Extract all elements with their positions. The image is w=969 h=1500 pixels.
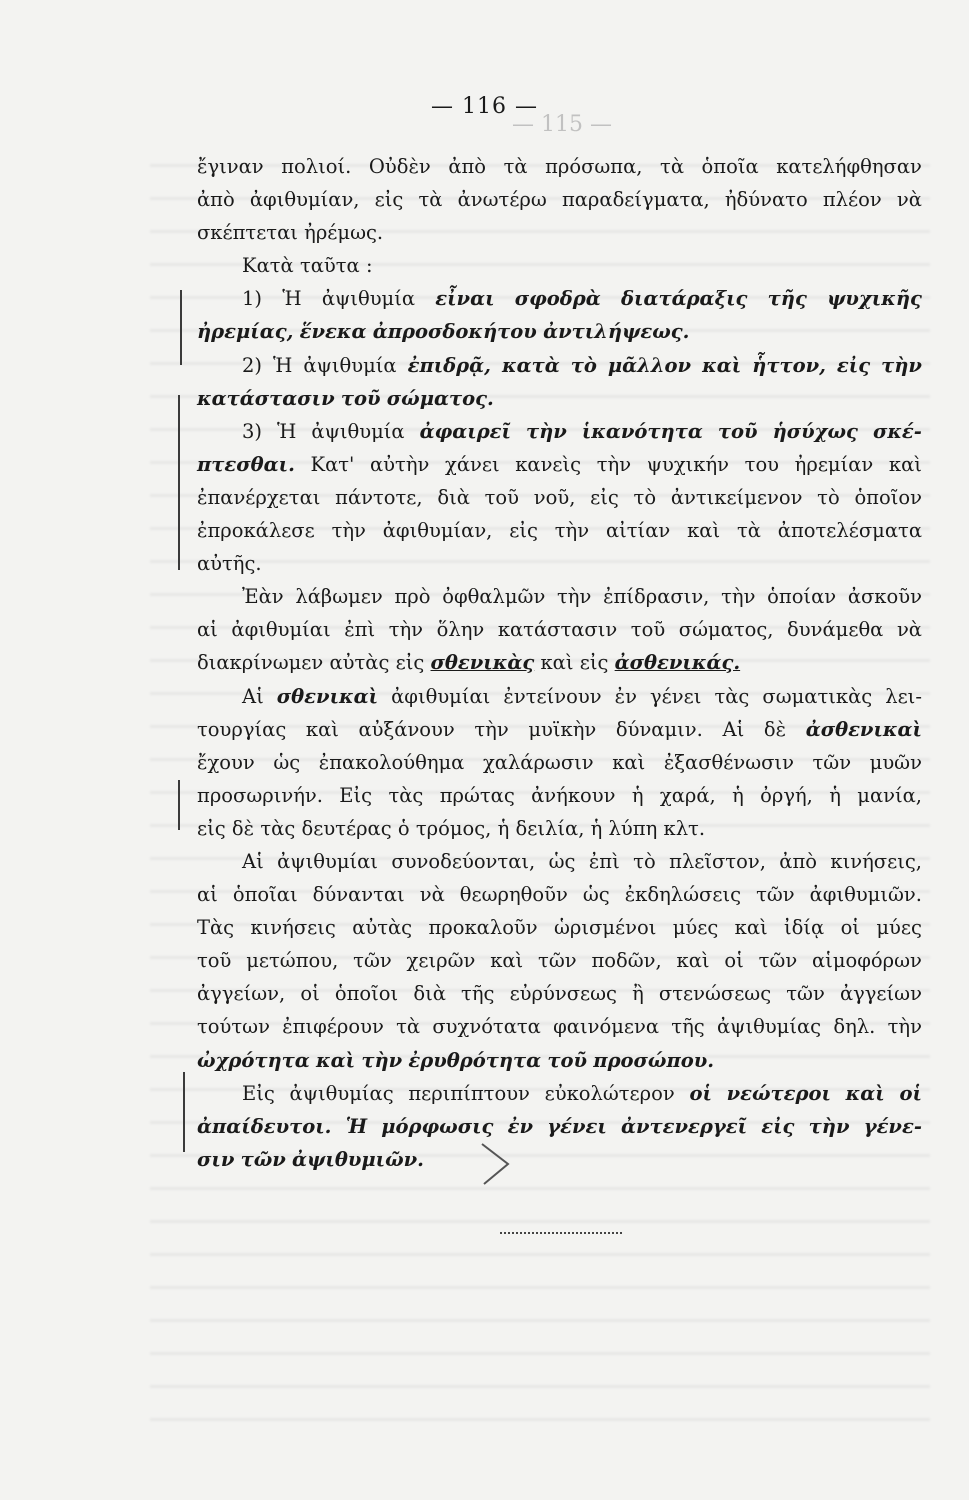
text-line [197,1143,922,1176]
margin-bracket-mark [178,395,180,570]
text-word: κατάστασιν [497,618,618,642]
text-word: ἐκδηλώσεις [624,883,742,907]
text-word: Κατ' [310,452,355,476]
text-word: κινήσεις [250,916,336,940]
text-word: συνοδεύονται, [391,849,536,873]
text-word: ἕνεκα [299,320,367,344]
text-word: ἀπὸ [448,155,487,178]
text-word: Αἱ [722,717,745,741]
text-word: : [365,254,373,278]
text-line [197,481,922,514]
text-word: κινήσεις, [830,849,922,873]
text-word: ἔχουν [197,750,255,774]
text-word: ἧττον, [752,353,826,377]
text-word: ἀνήκουν [531,783,616,807]
text-word: πρώτας [439,783,515,807]
text-line [197,977,922,1010]
text-word: γένει [547,1114,607,1138]
text-word: σκέ- [872,419,922,443]
text-word: τῆς [767,287,807,311]
text-line [197,150,922,183]
text-word: ἠρεμίαν [794,452,874,476]
text-word: θεωρηθοῦν [459,883,568,907]
text-word: καὶ [612,750,646,774]
text-word: οἱ [899,1081,922,1105]
text-word: τὸ [633,849,656,873]
text-word: φαινόμενα [553,1015,660,1039]
text-word: ἢ [632,982,644,1006]
body-text [197,150,922,1176]
text-word: 1) [242,287,263,311]
text-word: ταῦτα [299,254,360,278]
text-word: ὁποῖοι [334,982,399,1006]
text-word: δευτέρας [301,816,392,840]
text-word: ἀνωτέρω [457,188,547,212]
text-word: σθενικὰς [430,651,535,675]
text-word: ἡ [829,783,841,807]
text-word: χαρά, [659,783,716,807]
text-line [197,646,922,679]
text-word: ἐπανέρχεται [197,485,321,509]
text-word: μύες [876,916,922,940]
text-word: Εἰς [242,1081,275,1105]
text-word: τὴν [474,717,509,741]
text-word: καὶ [734,916,768,940]
text-word: καὶ [888,452,922,476]
text-word: ἀγγείων [839,982,922,1006]
text-word: διὰ [437,485,470,509]
text-word: ἀντενεργεῖ [621,1114,748,1138]
text-word: ἡ [631,783,644,807]
text-word: εἶναι [435,287,495,311]
text-word: εὐρύνσεως [509,982,617,1006]
text-word: τῶν [240,1147,286,1171]
text-word: τῶν [538,949,577,973]
text-word: ἀφιθυμίαι [231,618,331,642]
text-word: ἀψιθυμίαι [277,849,378,873]
text-word: εἰς [374,188,404,212]
text-word: χειρῶν [406,949,476,973]
text-word: ἀγγείων, [197,982,286,1006]
text-word: ὠχρότητα [197,1048,310,1072]
text-word: Εἰς [339,783,373,807]
text-word: ἐν [507,1114,534,1138]
text-word: ἀπροσδοκήτου [372,320,537,344]
text-word: ὁ [397,816,410,840]
text-word: νοῦ, [533,485,576,509]
text-word: σωματικὰς [762,684,873,708]
text-line [197,944,922,977]
text-word: 3) [242,419,263,443]
text-line [197,779,922,812]
text-word: τῶν [756,883,795,907]
text-word: κατελήφθησαν [776,155,922,178]
text-word: αἱ [197,883,218,907]
text-word: ἐπὶ [588,849,620,873]
text-word: οἱ [689,1081,712,1105]
text-word: τὰ [418,188,443,212]
text-word: εἰς [395,651,425,675]
text-line [197,1044,922,1077]
text-word: τοῦ [630,618,666,642]
text-word: ἀντικείμενον [670,485,803,509]
text-word: τὴν [557,585,592,609]
text-word: Αἱ [242,849,264,873]
text-word: νὰ [896,618,922,642]
text-word: γένε- [863,1114,922,1138]
text-word: ἐπακολούθημα [318,750,465,774]
text-word: χάνει [445,452,500,476]
text-word: τὰ [396,1015,421,1039]
text-word: ἀψιθυμίας [716,1015,822,1039]
text-word: πλεῖστον, [669,849,766,873]
text-word: τὰς [714,684,750,708]
text-word: ψυχικῆς [827,287,922,311]
text-word: ἀσκοῦν [847,585,922,609]
text-word: Ἡ [277,419,297,443]
text-word: κατάστασιν [197,386,335,410]
text-word: Κατὰ [242,254,294,278]
text-line [197,415,922,448]
text-word: Οὐδὲν [368,155,431,178]
handwritten-check-mark [478,1140,518,1190]
text-word: τὴν [887,1015,922,1039]
text-word: οἱ [300,982,320,1006]
margin-bracket-mark [178,780,180,830]
text-word: ἀπαίδευτοι. [197,1114,332,1138]
text-word: δύνανται [312,883,405,907]
text-word: καὶ [540,651,574,675]
text-line [197,183,922,216]
text-word: ὡς [582,883,610,907]
text-word: ἐπροκάλεσε [197,519,315,543]
text-word: παραδείγματα, [561,188,710,212]
text-line [197,613,922,646]
text-word: καὶ [702,353,742,377]
text-word: τὰς [388,783,424,807]
text-word: τῶν [758,949,798,973]
text-word: οἱ [840,916,860,940]
text-word: περιπίπτουν [408,1081,530,1105]
text-word: ἠρεμίας, [197,320,294,344]
text-word: τοῦ [484,485,520,509]
page-number: — 116 — [431,94,538,119]
text-word: ἐπιφέρουν [282,1015,384,1039]
text-word: τῶν [812,750,852,774]
text-line [197,282,922,315]
text-word: τὴν [596,452,632,476]
text-word: τὴν [361,1048,403,1072]
text-word: χαλάρωσιν [482,750,594,774]
text-word: τούτων [197,1015,270,1039]
text-word: πρόσωπα, [545,155,643,178]
text-line [197,878,922,911]
text-word: αἱ [197,618,218,642]
text-word: κλτ. [663,816,706,840]
text-word: τοῦ [197,949,232,973]
text-word: μᾶλλον [607,353,692,377]
text-word: αὐξάνουν [358,717,455,741]
text-word: καὶ [305,717,339,741]
text-word: ἀντιλήψεως. [543,320,690,344]
text-word: ἀσθενικαὶ [805,717,922,741]
text-word: τὴν [881,353,922,377]
text-word: πάντοτε, [335,485,423,509]
text-word: ὡρισμένοι [554,916,657,940]
text-word: σθενικαὶ [276,684,379,708]
text-word: ἔγιναν [197,155,264,178]
text-word: ἠδύνατο [724,188,808,212]
text-word: καὶ [676,949,710,973]
text-line [197,1077,922,1110]
text-line [197,249,922,282]
text-word: εὐκολώτερον [544,1081,675,1105]
text-word: ἀφιθυμίαι [391,684,491,708]
text-word: μανία, [857,783,922,807]
text-word: νὰ [419,883,445,907]
text-word: ἀψιθυμία [321,287,416,311]
text-word: πρὸ [394,585,431,609]
text-word: Αἱ [242,684,264,708]
text-word: ἀψιθυμιῶν. [292,1147,424,1171]
text-line [197,315,922,348]
text-word: δυνάμεθα [787,618,884,642]
text-line [197,547,922,580]
text-line [197,746,922,779]
text-word: οἱ [724,949,744,973]
text-word: αὐτὰς [352,916,413,940]
text-word: ἐντείνουν [503,684,602,708]
text-word: ἀπὸ [197,188,235,212]
text-word: ἀσθενικάς. [614,651,741,675]
text-word: Ἡ [273,353,293,377]
text-word: ἀψιθυμία [311,419,405,443]
text-word: λάβωμεν [295,585,383,609]
text-word: του [744,452,780,476]
text-word: σφοδρὰ [514,287,601,311]
text-word: λύπη [608,816,658,840]
text-word: τὴν [554,519,590,543]
text-word: πολιοί. [281,155,352,178]
text-word: καὶ [490,949,524,973]
text-line [197,1010,922,1043]
text-word: μόρφωσις [381,1114,494,1138]
text-word: στενώσεως [658,982,772,1006]
text-word: Ἐὰν [242,585,284,609]
text-word: δηλ. [833,1015,876,1039]
text-word: διακρίνωμεν [197,651,324,675]
text-word: πτεσθαι. [197,452,295,476]
text-word: προσωρινήν. [197,783,323,807]
text-word: Τὰς [197,916,235,940]
text-word: δύναμιν. [615,717,703,741]
text-word: τὴν [331,519,366,543]
text-word: πλέον [822,188,882,212]
text-word: ἐξασθένωσιν [663,750,794,774]
text-line [197,713,922,746]
text-word: τὰ [660,155,684,178]
text-word: νεώτεροι [726,1081,831,1105]
text-line [197,1110,922,1143]
text-word: ψυχικήν [646,452,730,476]
text-line [197,514,922,547]
margin-bracket-mark [183,1072,185,1152]
text-word: αὐτὰς [329,651,390,675]
text-word: τῶν [353,949,392,973]
text-word: σκέπτεται [197,221,298,245]
text-word: λει- [885,684,922,708]
text-word: ὡς [548,849,576,873]
text-word: ἐν [614,684,637,708]
text-word: κανεὶς [515,452,582,476]
text-word: τῆς [461,982,495,1006]
text-word: τὴν [808,1114,850,1138]
text-word: ἀφιθυμίαν, [382,519,493,543]
text-word: ἐπιδρᾷ, [407,353,491,377]
text-word: ἡ [590,816,603,840]
text-line [197,216,922,249]
text-line [197,580,922,613]
text-word: μυῶν [869,750,922,774]
text-word: τῆς [671,1015,705,1039]
text-word: εἰς [579,651,609,675]
text-word: προσώπου. [593,1048,715,1072]
text-word: ὀφθαλμῶν [442,585,546,609]
text-word: σώματος, [678,618,774,642]
text-word: τὴν [525,419,567,443]
text-word: ἐρυθρότητα [408,1048,542,1072]
text-word: ὁποῖαι [232,883,298,907]
text-word: μυϊκὴν [528,717,597,741]
text-word: τὴν [388,618,424,642]
text-word: ὁποῖα [701,155,759,178]
text-word: 2) [242,353,263,377]
text-word: εἰς [761,1114,795,1138]
text-word: ἀψιθυμίας [289,1081,394,1105]
text-word: ἐπὶ [344,618,376,642]
text-word: νὰ [896,188,922,212]
text-line [197,845,922,878]
text-word: διὰ [413,982,446,1006]
text-word: ποδῶν, [591,949,662,973]
bleed-through-page-number: — 115 — [512,112,612,137]
text-line [197,812,922,845]
text-word: σιν [197,1147,235,1171]
text-word: ὁποῖον [854,485,922,509]
text-line [197,382,922,415]
text-word: τὰς [260,816,296,840]
text-word: προκαλοῦν [428,916,538,940]
text-word: μύες [672,916,719,940]
text-word: ἡσύχως [772,419,858,443]
text-word: ἡ [732,783,744,807]
text-word: ἀψιθυμία [303,353,397,377]
text-word: ἀφιθυμιῶν. [809,883,922,907]
text-word: ὀργή, [760,783,813,807]
text-word: τουργίας [197,717,287,741]
text-word: εἰς [590,485,619,509]
text-word: εἰς [509,519,538,543]
text-word: καὶ [316,1048,356,1072]
text-word: τὴν [721,585,756,609]
text-word: συχνότατα [432,1015,541,1039]
text-word: ὡς [273,750,301,774]
text-line [197,680,922,713]
text-word: δειλία, [515,816,585,840]
text-word: τὸ [633,485,657,509]
text-word: μετώπου, [246,949,339,973]
text-word: ἡ [497,816,510,840]
text-word: δὲ [231,816,255,840]
text-word: ἐπίδρασιν, [603,585,710,609]
text-word: τὸ [570,353,597,377]
text-word: Ἡ [282,287,302,311]
text-word: διατάραξις [621,287,748,311]
text-word: τῶν [786,982,825,1006]
text-word: τοῦ [340,386,381,410]
text-line [197,448,922,481]
text-word: τρόμος, [415,816,492,840]
text-word: εἰς [197,816,226,840]
text-word: τὰ [736,519,761,543]
text-word: γένει [650,684,702,708]
text-word: τοῦ [717,419,758,443]
text-word: αὐτῆς. [197,552,262,576]
text-word: Ἡ [345,1114,368,1138]
text-word: εἰς [836,353,871,377]
text-word: ἀποτελέσματα [777,519,922,543]
text-word: κατὰ [501,353,560,377]
text-word: τὸ [817,485,840,509]
text-word: τὰ [503,155,528,178]
text-word: δὲ [763,717,787,741]
text-word: ἠρέμως. [304,221,384,245]
text-word: ἀπὸ [779,849,818,873]
text-word: τοῦ [547,1048,588,1072]
margin-bracket-mark [180,290,182,365]
text-word: καὶ [687,519,721,543]
text-word: ὁποίαν [767,585,837,609]
text-word: αἱμοφόρων [812,949,922,973]
text-word: ἱκανότητα [581,419,703,443]
text-line [197,911,922,944]
text-word: καὶ [845,1081,885,1105]
section-end-rule [500,1232,622,1234]
text-word: αὐτὴν [370,452,430,476]
text-word: ὅλην [436,618,485,642]
text-word: σώματος. [386,386,494,410]
text-line [197,349,922,382]
text-word: ἰδίᾳ [784,916,825,940]
text-word: αἰτίαν [605,519,671,543]
text-word: ἀφιθυμίαν, [249,188,360,212]
text-word: ἀφαιρεῖ [419,419,511,443]
